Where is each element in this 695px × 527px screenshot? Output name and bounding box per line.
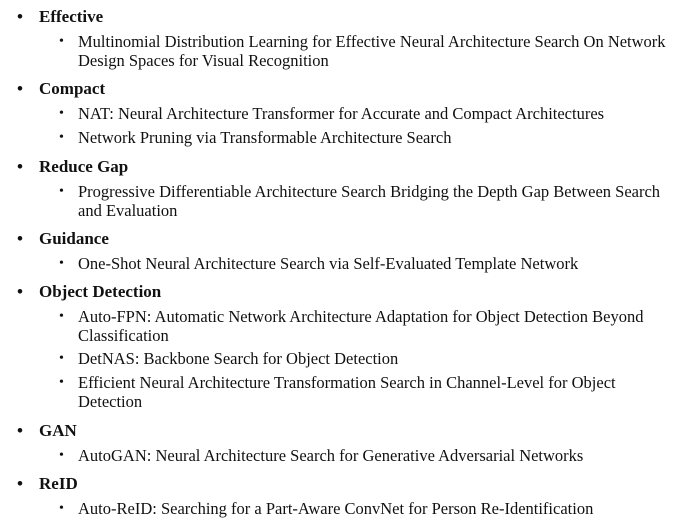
bullet-icon: • xyxy=(17,157,23,176)
bullet-icon: • xyxy=(17,229,23,248)
bullet-icon: • xyxy=(17,474,23,493)
paper-title: One-Shot Neural Architecture Search via Self-Evaluated Template Network xyxy=(78,254,579,273)
category-label: GAN xyxy=(39,421,77,440)
category-label: Object Detection xyxy=(39,282,162,301)
category-heading xyxy=(0,79,695,99)
paper-title: Multinomial Distribution Learning for Effective Neural Architecture Search On Network Design Spaces for Visual Recognition xyxy=(78,32,666,70)
sub-bullet-icon: • xyxy=(59,256,64,271)
sub-bullet-icon: • xyxy=(59,130,64,145)
sub-bullet-icon: • xyxy=(59,106,64,121)
bullet-icon: • xyxy=(17,7,23,26)
category-label: Reduce Gap xyxy=(39,157,129,176)
category-heading xyxy=(0,7,695,27)
sub-bullet-icon: • xyxy=(59,309,64,324)
category-label: ReID xyxy=(39,474,78,493)
category-label: Guidance xyxy=(39,229,109,248)
sub-bullet-icon: • xyxy=(59,448,64,463)
sub-bullet-icon: • xyxy=(59,501,64,516)
category-label: Compact xyxy=(39,79,106,98)
paper-title: DetNAS: Backbone Search for Object Detection xyxy=(78,349,399,368)
paper-title: NAT: Neural Architecture Transformer for Accurate and Compact Architectures xyxy=(78,104,605,123)
bullet-icon: • xyxy=(17,282,23,301)
sub-bullet-icon: • xyxy=(59,375,64,390)
paper-title: AutoGAN: Neural Architecture Search for Generative Adversarial Networks xyxy=(78,446,584,465)
paper-title: Efficient Neural Architecture Transformation Search in Channel-Level for Object Detection xyxy=(78,373,616,411)
bullet-icon: • xyxy=(17,421,23,440)
paper-title: Auto-FPN: Automatic Network Architecture Adaptation for Object Detection Beyond Classification xyxy=(78,307,644,345)
category-heading xyxy=(0,474,695,494)
category-heading xyxy=(0,421,695,441)
paper-title: Network Pruning via Transformable Architecture Search xyxy=(78,128,452,147)
category-label: Effective xyxy=(39,7,104,26)
bullet-icon: • xyxy=(17,79,23,98)
sub-bullet-icon: • xyxy=(59,34,64,49)
category-heading xyxy=(0,282,695,302)
category-heading xyxy=(0,229,695,249)
paper-title: Auto-ReID: Searching for a Part-Aware ConvNet for Person Re-Identification xyxy=(78,499,594,518)
category-heading xyxy=(0,157,695,177)
paper-title: Progressive Differentiable Architecture Search Bridging the Depth Gap Between Search and Evaluation xyxy=(78,182,661,220)
sub-bullet-icon: • xyxy=(59,351,64,366)
sub-bullet-icon: • xyxy=(59,184,64,199)
